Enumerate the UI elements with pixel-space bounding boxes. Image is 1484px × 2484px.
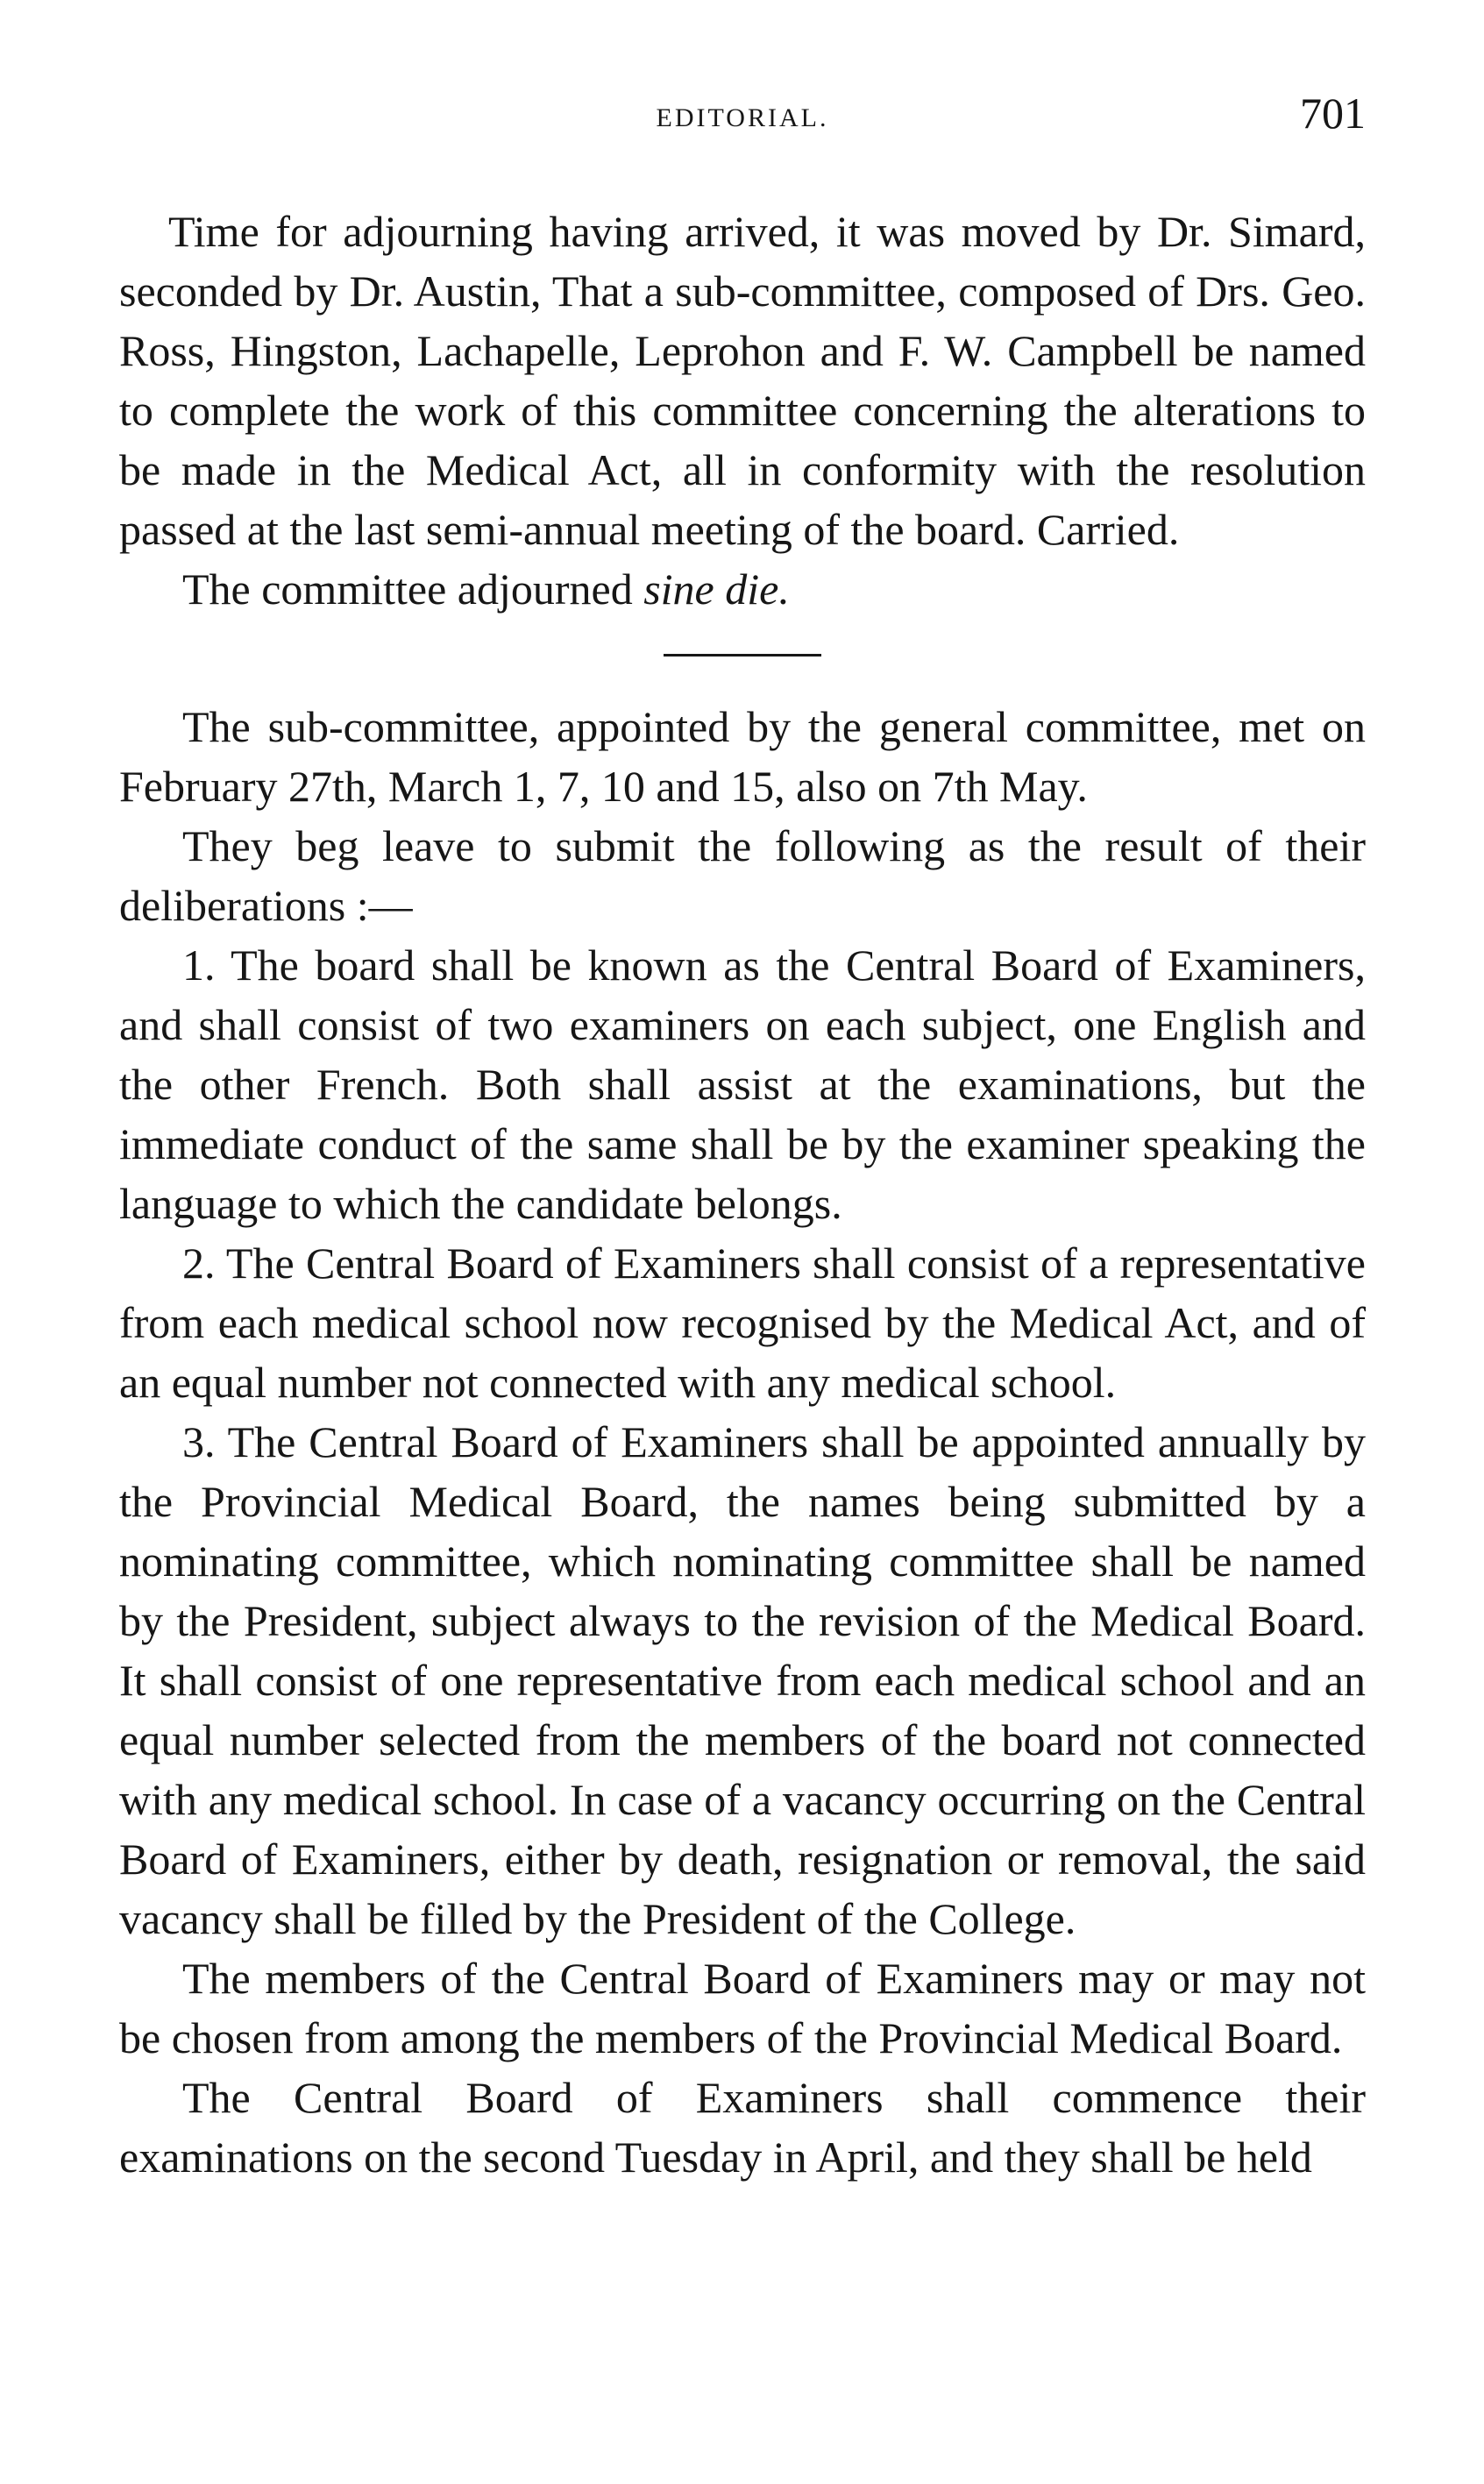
page-number: 701 — [1300, 89, 1366, 138]
paragraph-adjournment-motion: Time for adjourning having arrived, it was moved by Dr. Simard, seconded by Dr. Austin, That a sub-committee, composed of Drs. Geo. Ross, Hingston, Lachapelle, Leprohon and F. W. Campbell be named to complete the work of this committee concerning the alterations to be made in the Medical Act, all in conformity with the resolution passed at the last semi-annual meeting of the board. Carried. — [119, 207, 1366, 554]
adjourned-italic: sine die. — [643, 564, 790, 614]
paragraph-item-3: 3. The Central Board of Examiners shall be appointed annually by the Provincial Medical Board, the names being submitted by a nominating committee, which nominating committee shall be named by the President, subject always to the revision of the Medical Board. It shall consist of one representative from each medical school and an equal number selected from the members of the board not connected with any medical school. In case of a vacancy occurring on the Central Board of Examiners, either by death, resignation or removal, the said vacancy shall be filled by the President of the College. — [119, 1417, 1366, 1943]
section-divider — [664, 654, 821, 656]
paragraph-sub-committee-meetings: The sub-committee, appointed by the general committee, met on February 27th, March 1, 7, 10 and 15, also on 7th May. — [119, 702, 1366, 811]
paragraph-deliberations-intro: They beg leave to submit the following as the result of their deliberations :— — [119, 821, 1366, 930]
running-head: EDITORIAL. — [656, 103, 829, 132]
adjourned-text: The committee adjourned — [182, 564, 644, 614]
paragraph-board-members: The members of the Central Board of Examiners may or may not be chosen from among the members of the Provincial Medical Board. — [119, 1954, 1366, 2062]
paragraph-item-2: 2. The Central Board of Examiners shall consist of a representative from each medical school now recognised by the Medical Act, and of an equal number not connected with any medical school. — [119, 1238, 1366, 1407]
page-header — [119, 88, 1366, 140]
paragraph-examination-schedule: The Central Board of Examiners shall commence their examinations on the second Tuesday in April, and they shall be held — [119, 2073, 1366, 2182]
paragraph-committee-adjourned — [119, 559, 1366, 619]
page — [119, 88, 1366, 2187]
paragraph-item-1: 1. The board shall be known as the Central Board of Examiners, and shall consist of two examiners on each subject, one English and the other French. Both shall assist at the examinations, but the immediate conduct of the same shall be by the examiner speaking the language to which the candidate belongs. — [119, 940, 1366, 1228]
